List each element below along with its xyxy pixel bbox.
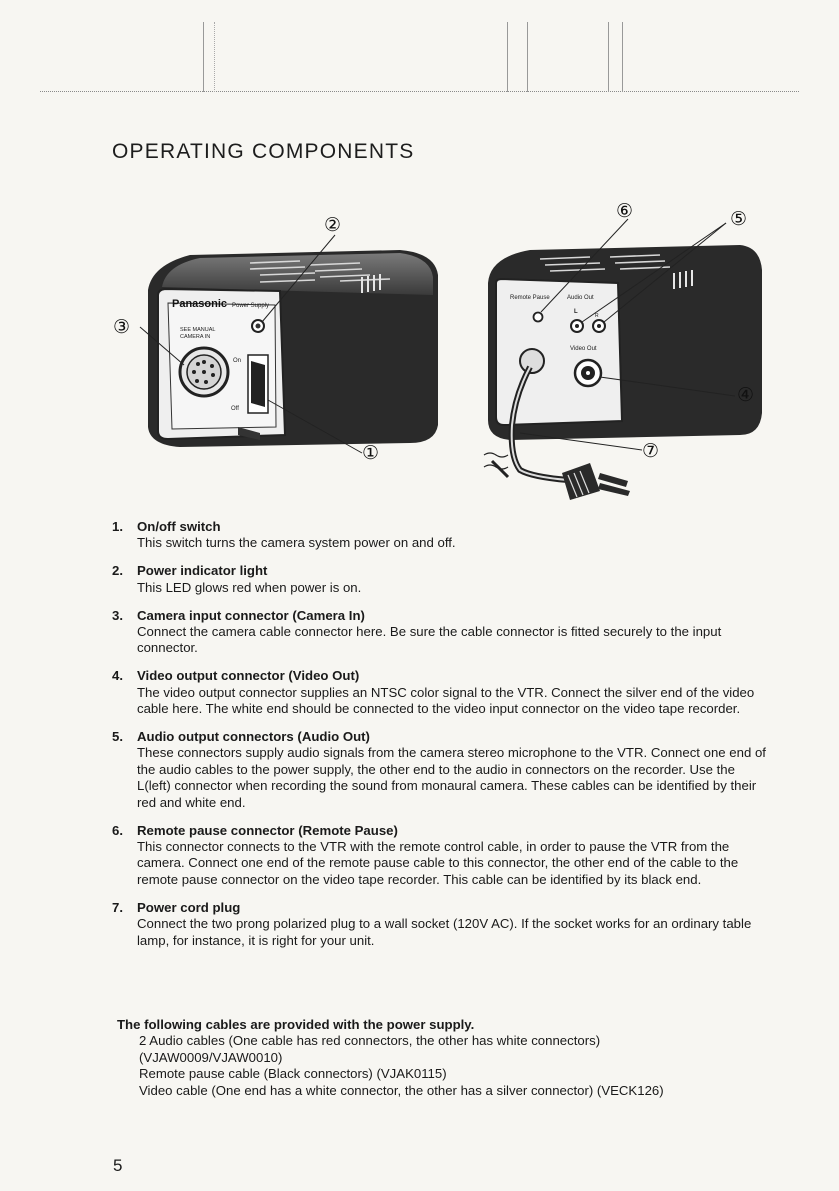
item-description: This connector connects to the VTR with the remote control cable, in order to pause the VTR from the camera. Connect one end of the remote pause cable to this connector, the other end of the cable to the remote pause connector on the video tape recorder. This cable can be identified by its black end. bbox=[137, 839, 739, 887]
power-plug bbox=[562, 463, 630, 500]
item-number: 6. bbox=[112, 822, 123, 838]
component-item bbox=[112, 519, 772, 552]
cable-line: Remote pause cable (Black connectors) (VJAK0115) bbox=[139, 1066, 447, 1082]
callout-4: ④ bbox=[737, 384, 755, 406]
audio-out-label: Audio Out bbox=[567, 295, 594, 301]
item-description: This switch turns the camera system power on and off. bbox=[137, 535, 456, 551]
item-number: 7. bbox=[112, 899, 123, 915]
component-item bbox=[112, 608, 772, 657]
item-title: Power indicator light bbox=[137, 563, 268, 579]
header-rule bbox=[40, 91, 799, 92]
page-title: OPERATING COMPONENTS bbox=[112, 140, 415, 163]
included-cables-section bbox=[117, 1017, 787, 1099]
back-unit bbox=[484, 245, 762, 500]
power-supply-label: Power Supply bbox=[232, 303, 270, 309]
item-description: This LED glows red when power is on. bbox=[137, 579, 362, 595]
header-divider bbox=[527, 22, 528, 92]
off-label: Off bbox=[231, 406, 239, 412]
callout-1: ① bbox=[362, 442, 380, 464]
item-title: Video output connector (Video Out) bbox=[137, 668, 360, 684]
component-item bbox=[112, 823, 772, 889]
item-description: Connect the camera cable connector here. Be sure the cable connector is fitted securely to the input connector. bbox=[137, 624, 722, 656]
remote-pause-label: Remote Pause bbox=[510, 295, 550, 301]
cable-line: 2 Audio cables (One cable has red connectors, the other has white connectors) bbox=[139, 1033, 601, 1049]
component-item bbox=[112, 900, 772, 949]
on-label: On bbox=[233, 358, 242, 364]
callout-7: ⑦ bbox=[642, 440, 660, 462]
header-divider bbox=[214, 22, 215, 92]
component-item bbox=[112, 729, 772, 811]
item-title: On/off switch bbox=[137, 519, 221, 534]
header-divider bbox=[608, 22, 609, 92]
remote-pause-jack bbox=[534, 313, 543, 322]
video-out-label: Video Out bbox=[570, 346, 597, 352]
audio-right-label: R bbox=[595, 313, 599, 319]
item-number: 5. bbox=[112, 729, 123, 745]
item-number: 4. bbox=[112, 668, 123, 684]
callout-2: ② bbox=[324, 214, 342, 236]
camera-in-label: CAMERA IN bbox=[180, 334, 211, 340]
item-title: Remote pause connector (Remote Pause) bbox=[137, 822, 398, 838]
see-manual-label: SEE MANUAL bbox=[180, 327, 216, 333]
components-list bbox=[112, 519, 772, 960]
cable-line: (VJAW0009/VJAW0010) bbox=[139, 1049, 283, 1065]
item-description: The video output connector supplies an NTSC color signal to the VTR. Connect the silver end of the video cable here. The white end should be connected to the video input connector on the video tape recorder. bbox=[137, 684, 755, 717]
cables-heading: The following cables are provided with the power supply. bbox=[117, 1017, 475, 1032]
callout-3: ③ bbox=[113, 316, 131, 338]
item-title: Audio output connectors (Audio Out) bbox=[137, 729, 370, 745]
power-supply-illustration bbox=[100, 195, 780, 505]
page-number: 5 bbox=[113, 1156, 123, 1175]
item-number: 1. bbox=[112, 519, 123, 534]
component-item bbox=[112, 668, 772, 717]
brand-logo: Panasonic bbox=[172, 298, 228, 310]
audio-left-label: L bbox=[574, 309, 578, 315]
callout-5: ⑤ bbox=[730, 208, 748, 230]
front-unit bbox=[148, 250, 438, 447]
cable-line: Video cable (One end has a white connector, the other has a silver connector) (VECK126) bbox=[139, 1082, 664, 1098]
header-divider bbox=[622, 22, 623, 92]
item-description: Connect the two prong polarized plug to a wall socket (120V AC). If the socket works for an ordinary table lamp, for instance, it is right for your unit. bbox=[137, 916, 752, 948]
callout-6: ⑥ bbox=[616, 200, 634, 222]
item-number: 3. bbox=[112, 607, 123, 623]
item-title: Power cord plug bbox=[137, 899, 241, 915]
item-description: These connectors supply audio signals from the camera stereo microphone to the VTR. Connect one end of the audio cables to the power supply, the other end to the audio in connectors on the recorder. Use the L(left) connector when recording the sound from monaural camera. These cables can be identified by their red and white end. bbox=[137, 745, 766, 810]
header-divider bbox=[507, 22, 508, 92]
item-number: 2. bbox=[112, 563, 123, 579]
component-item bbox=[112, 563, 772, 596]
header-divider bbox=[203, 22, 204, 92]
item-title: Camera input connector (Camera In) bbox=[137, 607, 365, 623]
